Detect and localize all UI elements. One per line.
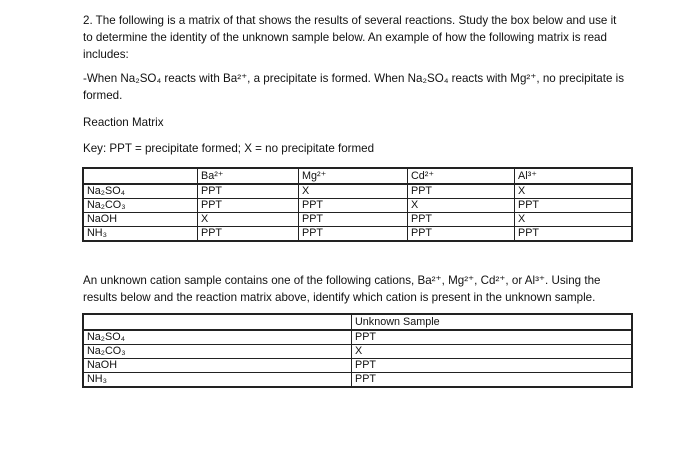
matrix-header-row — [84, 169, 632, 185]
unknown-row-header: NaOH — [84, 359, 352, 373]
matrix-row — [84, 213, 632, 227]
matrix-row-header: NaOH — [84, 213, 198, 227]
matrix-cell: PPT — [198, 199, 299, 213]
unknown-row — [84, 345, 632, 359]
unknown-cell: PPT — [352, 359, 632, 373]
unknown-sample-table — [83, 314, 632, 387]
matrix-row-header: NH₃ — [84, 227, 198, 241]
matrix-cell: PPT — [408, 227, 515, 241]
question-text: 2. The following is a matrix of that shows the results of several reactions. Study the box below and use it to determine the identity of the unknown sample below. An example of how the following matrix is read includes: — [83, 14, 617, 61]
unknown-row — [84, 330, 632, 345]
matrix-row — [84, 227, 632, 241]
matrix-corner-cell — [84, 169, 198, 185]
matrix-row-header: Na₂SO₄ — [84, 184, 198, 199]
matrix-title: Reaction Matrix — [83, 116, 164, 129]
unknown-cell: PPT — [352, 373, 632, 387]
example-text: -When Na₂SO₄ reacts with Ba²⁺, a precipitate is formed. When Na₂SO₄ reacts with Mg²⁺, no precipitate is formed. — [83, 72, 625, 102]
unknown-header-row — [84, 315, 632, 331]
unknown-sample-text: An unknown cation sample contains one of the following cations, Ba²⁺, Mg²⁺, Cd²⁺, or Al³⁺. Using the results below and the reaction matrix above, identify which cation is present in the unknown sample. — [83, 274, 601, 304]
matrix-col-header: Mg²⁺ — [299, 169, 408, 185]
matrix-cell: PPT — [198, 227, 299, 241]
matrix-cell: PPT — [408, 184, 515, 199]
unknown-col-header: Unknown Sample — [352, 315, 632, 331]
unknown-row-header: Na₂SO₄ — [84, 330, 352, 345]
matrix-row — [84, 199, 632, 213]
unknown-cell: PPT — [352, 330, 632, 345]
matrix-cell: PPT — [515, 199, 632, 213]
matrix-cell: PPT — [515, 227, 632, 241]
matrix-row-header: Na₂CO₃ — [84, 199, 198, 213]
matrix-cell: PPT — [299, 227, 408, 241]
matrix-cell: X — [198, 213, 299, 227]
matrix-cell: X — [515, 184, 632, 199]
matrix-cell: X — [515, 213, 632, 227]
unknown-row — [84, 359, 632, 373]
matrix-key: Key: PPT = precipitate formed; X = no precipitate formed — [83, 142, 375, 155]
matrix-cell: PPT — [198, 184, 299, 199]
matrix-col-header: Al³⁺ — [515, 169, 632, 185]
matrix-cell: PPT — [299, 213, 408, 227]
unknown-row — [84, 373, 632, 387]
matrix-cell: X — [408, 199, 515, 213]
matrix-col-header: Cd²⁺ — [408, 169, 515, 185]
unknown-row-header: Na₂CO₃ — [84, 345, 352, 359]
unknown-corner-cell — [84, 315, 352, 331]
unknown-cell: X — [352, 345, 632, 359]
matrix-cell: PPT — [408, 213, 515, 227]
matrix-cell: X — [299, 184, 408, 199]
matrix-col-header: Ba²⁺ — [198, 169, 299, 185]
matrix-row — [84, 184, 632, 199]
reaction-matrix-table — [83, 168, 632, 241]
unknown-row-header: NH₃ — [84, 373, 352, 387]
matrix-cell: PPT — [299, 199, 408, 213]
